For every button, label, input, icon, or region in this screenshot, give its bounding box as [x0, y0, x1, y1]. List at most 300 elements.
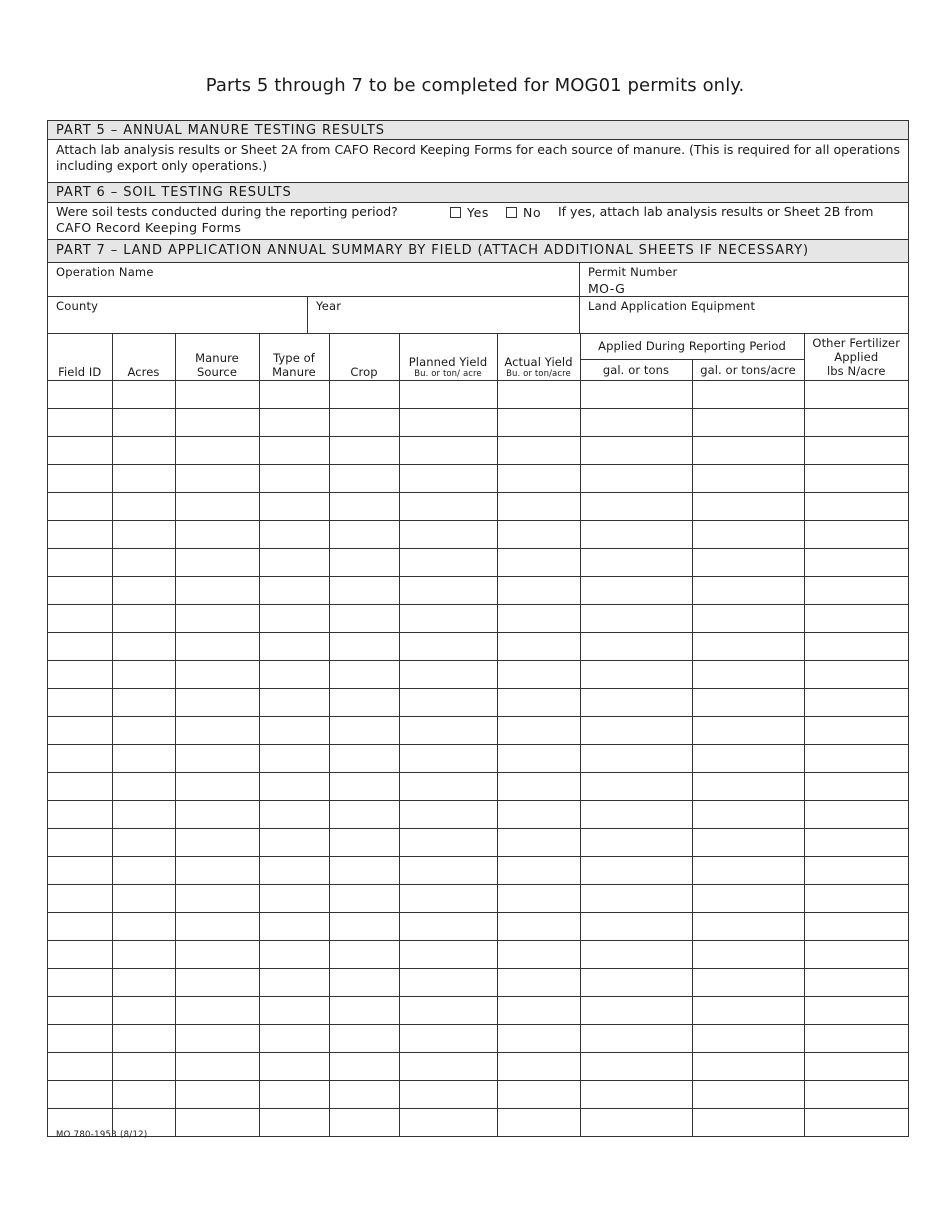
- entry-cell[interactable]: [112, 829, 175, 857]
- entry-cell[interactable]: [497, 605, 580, 633]
- table-row: [48, 745, 908, 773]
- entry-cell[interactable]: [804, 745, 908, 773]
- entry-cell[interactable]: [259, 1053, 329, 1081]
- entry-cell[interactable]: [48, 1081, 112, 1109]
- entry-cell[interactable]: [48, 381, 112, 409]
- entry-cell[interactable]: [112, 773, 175, 801]
- entry-cell[interactable]: [804, 717, 908, 745]
- entry-cell[interactable]: [48, 493, 112, 521]
- table-row: [48, 605, 908, 633]
- entry-cell[interactable]: [329, 1025, 399, 1053]
- entry-cell[interactable]: [259, 689, 329, 717]
- entry-cell[interactable]: [497, 1109, 580, 1137]
- entry-cell[interactable]: [580, 745, 692, 773]
- entry-cell[interactable]: [804, 437, 908, 465]
- entry-cell[interactable]: [399, 577, 497, 605]
- entry-cell[interactable]: [329, 381, 399, 409]
- entry-cell[interactable]: [804, 857, 908, 885]
- entry-cell[interactable]: [329, 1081, 399, 1109]
- entry-cell[interactable]: [259, 465, 329, 493]
- checkbox-icon: [506, 207, 517, 218]
- entry-cell[interactable]: [399, 913, 497, 941]
- entry-cell[interactable]: [329, 913, 399, 941]
- entry-cell[interactable]: [175, 1053, 259, 1081]
- entry-cell[interactable]: [329, 717, 399, 745]
- entry-cell[interactable]: [692, 1109, 804, 1137]
- entry-cell[interactable]: [399, 969, 497, 997]
- entry-cell[interactable]: [48, 605, 112, 633]
- entry-cell[interactable]: [48, 577, 112, 605]
- entry-cell[interactable]: [692, 661, 804, 689]
- entry-cell[interactable]: [692, 717, 804, 745]
- entry-cell[interactable]: [692, 493, 804, 521]
- entry-cell[interactable]: [580, 661, 692, 689]
- entry-cell[interactable]: [804, 1081, 908, 1109]
- entry-cell[interactable]: [692, 437, 804, 465]
- entry-cell[interactable]: [497, 549, 580, 577]
- entry-cell[interactable]: [497, 1025, 580, 1053]
- entry-cell[interactable]: [175, 1109, 259, 1137]
- entry-cell[interactable]: [48, 437, 112, 465]
- table-row: [48, 717, 908, 745]
- table-row: [48, 1053, 908, 1081]
- entry-cell[interactable]: [692, 941, 804, 969]
- entry-cell[interactable]: [692, 773, 804, 801]
- col-field-id: Field ID: [48, 334, 112, 381]
- entry-cell[interactable]: [48, 997, 112, 1025]
- entry-cell[interactable]: [48, 773, 112, 801]
- entry-cell[interactable]: [259, 1081, 329, 1109]
- entry-cell[interactable]: [259, 409, 329, 437]
- entry-cell[interactable]: [175, 549, 259, 577]
- entry-cell[interactable]: [804, 633, 908, 661]
- report-form: [47, 120, 909, 1137]
- entry-cell[interactable]: [580, 437, 692, 465]
- entry-cell[interactable]: [175, 1025, 259, 1053]
- entry-cell[interactable]: [329, 997, 399, 1025]
- entry-cell[interactable]: [48, 829, 112, 857]
- entry-cell[interactable]: [580, 857, 692, 885]
- entry-cell[interactable]: [399, 381, 497, 409]
- entry-cell[interactable]: [399, 1025, 497, 1053]
- entry-cell[interactable]: [329, 605, 399, 633]
- entry-cell[interactable]: [259, 969, 329, 997]
- entry-cell[interactable]: [175, 633, 259, 661]
- entry-cell[interactable]: [112, 661, 175, 689]
- entry-cell[interactable]: [112, 409, 175, 437]
- entry-cell[interactable]: [580, 717, 692, 745]
- entry-cell[interactable]: [692, 689, 804, 717]
- entry-cell[interactable]: [329, 689, 399, 717]
- entry-cell[interactable]: [112, 997, 175, 1025]
- entry-cell[interactable]: [497, 913, 580, 941]
- entry-cell[interactable]: [580, 689, 692, 717]
- entry-cell[interactable]: [580, 381, 692, 409]
- entry-cell[interactable]: [497, 885, 580, 913]
- entry-cell[interactable]: [112, 521, 175, 549]
- entry-cell[interactable]: [692, 997, 804, 1025]
- entry-cell[interactable]: [259, 549, 329, 577]
- entry-cell[interactable]: [259, 801, 329, 829]
- entry-cell[interactable]: [497, 717, 580, 745]
- entry-cell[interactable]: [112, 1081, 175, 1109]
- entry-cell[interactable]: [329, 437, 399, 465]
- entry-cell[interactable]: [399, 493, 497, 521]
- entry-cell[interactable]: [112, 577, 175, 605]
- entry-cell[interactable]: [112, 689, 175, 717]
- entry-cell[interactable]: [259, 773, 329, 801]
- entry-cell[interactable]: [804, 689, 908, 717]
- entry-cell[interactable]: [497, 969, 580, 997]
- entry-cell[interactable]: [329, 465, 399, 493]
- entry-cell[interactable]: [329, 773, 399, 801]
- entry-cell[interactable]: [329, 745, 399, 773]
- entry-cell[interactable]: [48, 885, 112, 913]
- entry-cell[interactable]: [48, 941, 112, 969]
- table-row: [48, 661, 908, 689]
- entry-cell[interactable]: [259, 605, 329, 633]
- county-field[interactable]: [48, 297, 308, 333]
- entry-cell[interactable]: [48, 913, 112, 941]
- entry-cell[interactable]: [580, 409, 692, 437]
- yes-label: Yes: [467, 205, 489, 220]
- entry-cell[interactable]: [48, 857, 112, 885]
- entry-cell[interactable]: [48, 689, 112, 717]
- entry-cell[interactable]: [175, 493, 259, 521]
- entry-cell[interactable]: [112, 605, 175, 633]
- entry-cell[interactable]: [175, 969, 259, 997]
- entry-cell[interactable]: [112, 549, 175, 577]
- entry-cell[interactable]: [259, 829, 329, 857]
- entry-cell[interactable]: [804, 969, 908, 997]
- entry-cell[interactable]: [329, 549, 399, 577]
- entry-cell[interactable]: [399, 745, 497, 773]
- entry-cell[interactable]: [48, 969, 112, 997]
- entry-cell[interactable]: [804, 661, 908, 689]
- entry-cell[interactable]: [497, 521, 580, 549]
- entry-cell[interactable]: [175, 857, 259, 885]
- entry-cell[interactable]: [48, 409, 112, 437]
- entry-cell[interactable]: [497, 941, 580, 969]
- entry-cell[interactable]: [692, 549, 804, 577]
- entry-cell[interactable]: [329, 941, 399, 969]
- entry-cell[interactable]: [497, 689, 580, 717]
- entry-cell[interactable]: [497, 773, 580, 801]
- entry-cell[interactable]: [175, 1081, 259, 1109]
- entry-cell[interactable]: [497, 1053, 580, 1081]
- entry-cell[interactable]: [580, 941, 692, 969]
- part6-question-row: [48, 203, 908, 240]
- yes-checkbox[interactable]: [450, 205, 489, 220]
- entry-cell[interactable]: [329, 633, 399, 661]
- entry-cell[interactable]: [259, 857, 329, 885]
- entry-cell[interactable]: [692, 1025, 804, 1053]
- table-row: [48, 829, 908, 857]
- entry-cell[interactable]: [259, 381, 329, 409]
- entry-cell[interactable]: [175, 801, 259, 829]
- entry-cell[interactable]: [580, 521, 692, 549]
- entry-cell[interactable]: [580, 1109, 692, 1137]
- entry-cell[interactable]: [175, 661, 259, 689]
- entry-cell[interactable]: [259, 941, 329, 969]
- entry-cell[interactable]: [175, 465, 259, 493]
- entry-cell[interactable]: [175, 829, 259, 857]
- entry-cell[interactable]: [692, 409, 804, 437]
- entry-cell[interactable]: [399, 829, 497, 857]
- entry-cell[interactable]: [399, 1109, 497, 1137]
- entry-cell[interactable]: [48, 801, 112, 829]
- entry-cell[interactable]: [580, 493, 692, 521]
- col-applied-group: Applied During Reporting Period: [580, 334, 804, 360]
- entry-cell[interactable]: [48, 1053, 112, 1081]
- entry-cell[interactable]: [399, 689, 497, 717]
- entry-cell[interactable]: [497, 829, 580, 857]
- entry-cell[interactable]: [259, 577, 329, 605]
- entry-cell[interactable]: [399, 549, 497, 577]
- entry-cell[interactable]: [399, 409, 497, 437]
- entry-cell[interactable]: [112, 885, 175, 913]
- entry-cell[interactable]: [804, 465, 908, 493]
- entry-cell[interactable]: [580, 549, 692, 577]
- entry-cell[interactable]: [48, 717, 112, 745]
- entry-cell[interactable]: [580, 969, 692, 997]
- entry-cell[interactable]: [399, 801, 497, 829]
- entry-cell[interactable]: [399, 997, 497, 1025]
- entry-cell[interactable]: [692, 381, 804, 409]
- entry-cell[interactable]: [112, 801, 175, 829]
- entry-cell[interactable]: [692, 605, 804, 633]
- entry-cell[interactable]: [399, 465, 497, 493]
- entry-cell[interactable]: [804, 605, 908, 633]
- entry-cell[interactable]: [497, 465, 580, 493]
- entry-cell[interactable]: [175, 521, 259, 549]
- entry-cell[interactable]: [399, 605, 497, 633]
- entry-cell[interactable]: [804, 521, 908, 549]
- entry-cell[interactable]: [175, 717, 259, 745]
- entry-cell[interactable]: [112, 465, 175, 493]
- entry-cell[interactable]: [497, 577, 580, 605]
- entry-cell[interactable]: [497, 381, 580, 409]
- permit-number-field[interactable]: [580, 263, 908, 297]
- entry-cell[interactable]: [399, 717, 497, 745]
- entry-cell[interactable]: [112, 1053, 175, 1081]
- entry-cell[interactable]: [259, 913, 329, 941]
- entry-cell[interactable]: [259, 493, 329, 521]
- entry-cell[interactable]: [804, 1053, 908, 1081]
- col-type-of-manure: Type of Manure: [259, 334, 329, 381]
- entry-cell[interactable]: [692, 577, 804, 605]
- entry-cell[interactable]: [399, 857, 497, 885]
- entry-cell[interactable]: [112, 745, 175, 773]
- entry-cell[interactable]: [399, 633, 497, 661]
- entry-cell[interactable]: [259, 437, 329, 465]
- entry-cell[interactable]: [692, 633, 804, 661]
- entry-cell[interactable]: [692, 521, 804, 549]
- entry-cell[interactable]: [804, 773, 908, 801]
- entry-cell[interactable]: [804, 1109, 908, 1137]
- entry-cell[interactable]: [580, 801, 692, 829]
- entry-cell[interactable]: [175, 381, 259, 409]
- entry-cell[interactable]: [259, 633, 329, 661]
- entry-cell[interactable]: [580, 1081, 692, 1109]
- entry-cell[interactable]: [175, 605, 259, 633]
- entry-cell[interactable]: [175, 745, 259, 773]
- entry-cell[interactable]: [48, 1025, 112, 1053]
- entry-cell[interactable]: [692, 969, 804, 997]
- entry-cell[interactable]: [580, 885, 692, 913]
- entry-cell[interactable]: [175, 885, 259, 913]
- entry-cell[interactable]: [580, 605, 692, 633]
- entry-cell[interactable]: [804, 913, 908, 941]
- entry-cell[interactable]: [580, 829, 692, 857]
- entry-cell[interactable]: [692, 885, 804, 913]
- entry-cell[interactable]: [399, 1053, 497, 1081]
- entry-cell[interactable]: [399, 941, 497, 969]
- entry-cell[interactable]: [580, 1053, 692, 1081]
- operation-name-field[interactable]: [48, 263, 580, 297]
- entry-cell[interactable]: [175, 437, 259, 465]
- entry-cell[interactable]: [112, 857, 175, 885]
- entry-cell[interactable]: [329, 857, 399, 885]
- entry-cell[interactable]: [48, 465, 112, 493]
- entry-cell[interactable]: [692, 913, 804, 941]
- entry-cell[interactable]: [175, 997, 259, 1025]
- entry-cell[interactable]: [804, 493, 908, 521]
- entry-cell[interactable]: [112, 969, 175, 997]
- year-label: Year: [316, 299, 342, 313]
- operation-info: [48, 263, 908, 334]
- entry-cell[interactable]: [692, 829, 804, 857]
- table-row: [48, 997, 908, 1025]
- entry-cell[interactable]: [175, 773, 259, 801]
- entry-cell[interactable]: [497, 997, 580, 1025]
- entry-cell[interactable]: [692, 745, 804, 773]
- entry-cell[interactable]: [329, 521, 399, 549]
- entry-cell[interactable]: [329, 493, 399, 521]
- entry-cell[interactable]: [580, 577, 692, 605]
- entry-cell[interactable]: [804, 549, 908, 577]
- entry-cell[interactable]: [399, 437, 497, 465]
- no-checkbox[interactable]: [506, 205, 541, 220]
- entry-cell[interactable]: [580, 997, 692, 1025]
- entry-cell[interactable]: [692, 801, 804, 829]
- entry-cell[interactable]: [259, 1109, 329, 1137]
- entry-cell[interactable]: [259, 717, 329, 745]
- entry-cell[interactable]: [112, 493, 175, 521]
- entry-cell[interactable]: [329, 1053, 399, 1081]
- entry-cell[interactable]: [329, 885, 399, 913]
- entry-cell[interactable]: [497, 801, 580, 829]
- entry-cell[interactable]: [692, 1081, 804, 1109]
- entry-cell[interactable]: [112, 913, 175, 941]
- entry-cell[interactable]: [580, 465, 692, 493]
- entry-cell[interactable]: [399, 1081, 497, 1109]
- entry-cell[interactable]: [497, 633, 580, 661]
- table-row: [48, 773, 908, 801]
- entry-cell[interactable]: [175, 913, 259, 941]
- entry-cell[interactable]: [804, 941, 908, 969]
- equipment-field[interactable]: [580, 297, 908, 333]
- entry-cell[interactable]: [804, 409, 908, 437]
- entry-cell[interactable]: [175, 409, 259, 437]
- entry-cell[interactable]: [804, 1025, 908, 1053]
- entry-cell[interactable]: [497, 437, 580, 465]
- entry-cell[interactable]: [804, 885, 908, 913]
- entry-cell[interactable]: [112, 633, 175, 661]
- entry-cell[interactable]: [399, 773, 497, 801]
- table-row: [48, 549, 908, 577]
- entry-cell[interactable]: [329, 409, 399, 437]
- entry-cell[interactable]: [259, 521, 329, 549]
- entry-cell[interactable]: [259, 885, 329, 913]
- entry-cell[interactable]: [329, 801, 399, 829]
- yes-instruction-cont: CAFO Record Keeping Forms: [56, 220, 242, 235]
- entry-cell[interactable]: [112, 941, 175, 969]
- entry-cell[interactable]: [112, 717, 175, 745]
- entry-cell[interactable]: [692, 857, 804, 885]
- entry-cell[interactable]: [580, 1025, 692, 1053]
- entry-cell[interactable]: [497, 857, 580, 885]
- entry-cell[interactable]: [692, 465, 804, 493]
- entry-cell[interactable]: [48, 521, 112, 549]
- entry-cell[interactable]: [804, 381, 908, 409]
- entry-cell[interactable]: [580, 913, 692, 941]
- entry-cell[interactable]: [399, 885, 497, 913]
- entry-cell[interactable]: [259, 1025, 329, 1053]
- entry-cell[interactable]: [259, 745, 329, 773]
- entry-cell[interactable]: [175, 941, 259, 969]
- entry-cell[interactable]: [804, 577, 908, 605]
- entry-cell[interactable]: [497, 745, 580, 773]
- entry-cell[interactable]: [692, 1053, 804, 1081]
- entry-cell[interactable]: [497, 1081, 580, 1109]
- yes-instruction: If yes, attach lab analysis results or Sheet 2B from: [558, 204, 874, 219]
- entry-cell[interactable]: [329, 661, 399, 689]
- entry-cell[interactable]: [48, 661, 112, 689]
- entry-cell[interactable]: [399, 661, 497, 689]
- entry-cell[interactable]: [497, 409, 580, 437]
- entry-cell[interactable]: [48, 633, 112, 661]
- entry-cell[interactable]: [497, 661, 580, 689]
- entry-cell[interactable]: [329, 969, 399, 997]
- year-field[interactable]: [308, 297, 580, 333]
- entry-cell[interactable]: [259, 661, 329, 689]
- entry-cell[interactable]: [329, 1109, 399, 1137]
- entry-cell[interactable]: [48, 745, 112, 773]
- entry-cell[interactable]: [112, 1025, 175, 1053]
- entry-cell[interactable]: [112, 381, 175, 409]
- entry-cell[interactable]: [580, 773, 692, 801]
- entry-cell[interactable]: [48, 549, 112, 577]
- entry-cell[interactable]: [259, 997, 329, 1025]
- col-other-fertilizer: Other Fertilizer Applied lbs N/acre: [804, 334, 908, 381]
- page-title: Parts 5 through 7 to be completed for MOG01 permits only.: [205, 75, 745, 96]
- entry-cell[interactable]: [112, 437, 175, 465]
- entry-cell[interactable]: [399, 521, 497, 549]
- entry-cell[interactable]: [580, 633, 692, 661]
- entry-cell[interactable]: [175, 577, 259, 605]
- field-rows: [48, 381, 908, 1137]
- entry-cell[interactable]: [329, 577, 399, 605]
- table-row: [48, 521, 908, 549]
- entry-cell[interactable]: [804, 829, 908, 857]
- entry-cell[interactable]: [804, 997, 908, 1025]
- soil-test-question: Were soil tests conducted during the reporting period?: [56, 204, 398, 219]
- entry-cell[interactable]: [497, 493, 580, 521]
- entry-cell[interactable]: [329, 829, 399, 857]
- entry-cell[interactable]: [804, 801, 908, 829]
- entry-cell[interactable]: [175, 689, 259, 717]
